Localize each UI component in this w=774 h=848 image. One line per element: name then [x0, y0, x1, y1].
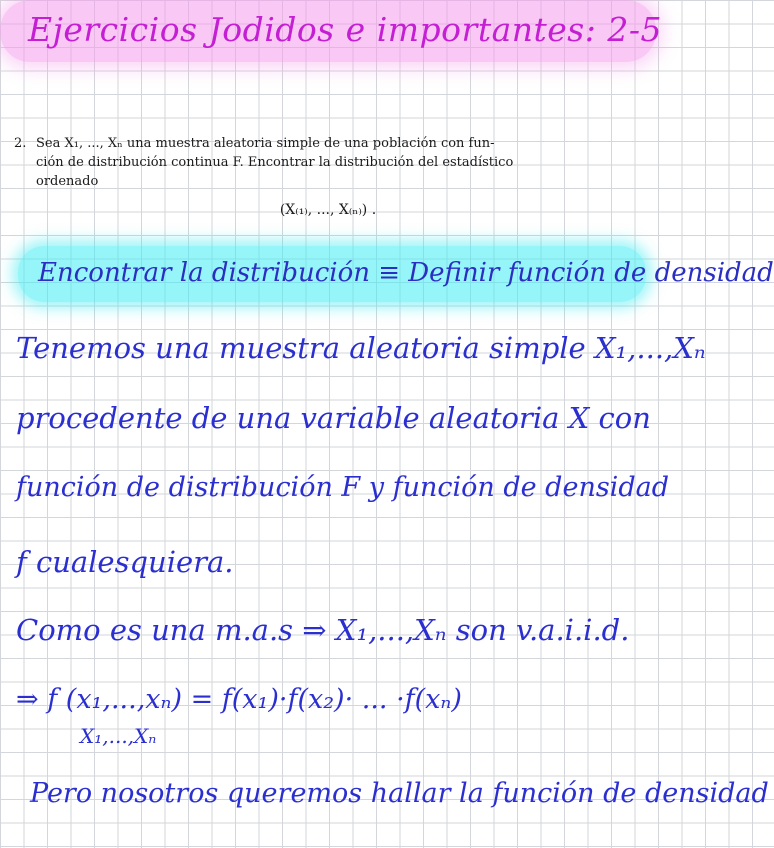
key-highlight	[18, 246, 774, 302]
problem-statement	[14, 134, 624, 191]
note-line-4: f cualesquiera.	[16, 545, 234, 579]
problem-line-3: ordenado	[36, 174, 99, 189]
problem-line-2: ción de distribución continua F. Encontrar la distribución del estadístico	[36, 155, 514, 170]
page-title: Ejercicios Jodidos e importantes: 2-5	[28, 10, 662, 49]
note-line-7: Pero nosotros queremos hallar la función de densidad	[30, 778, 769, 809]
note-line-2: procedente de una variable aleatoria X con	[16, 401, 651, 435]
problem-line-1: Sea X₁, ..., Xₙ una muestra aleatoria simple de una población con fun-	[36, 136, 495, 151]
note-line-6: ⇒ f (x₁,...,xₙ) = f(x₁)·f(x₂)· ... ·f(xₙ)	[16, 684, 462, 715]
order-statistic-formula: (X₍₁₎, ..., X₍ₙ₎) .	[279, 202, 377, 218]
joint-density-subscript: X₁,...,Xₙ	[80, 724, 157, 748]
note-line-5: Como es una m.a.s ⇒ X₁,...,Xₙ son v.a.i.i.d.	[16, 613, 630, 647]
title-highlight	[0, 0, 662, 62]
note-line-3: función de distribución F y función de densidad	[16, 472, 669, 503]
note-line-1: Tenemos una muestra aleatoria simple X₁,...,Xₙ	[16, 331, 706, 365]
highlight-text: Encontrar la distribución ≡ Definir función de densidad	[38, 258, 774, 288]
problem-number: 2.	[14, 136, 27, 151]
